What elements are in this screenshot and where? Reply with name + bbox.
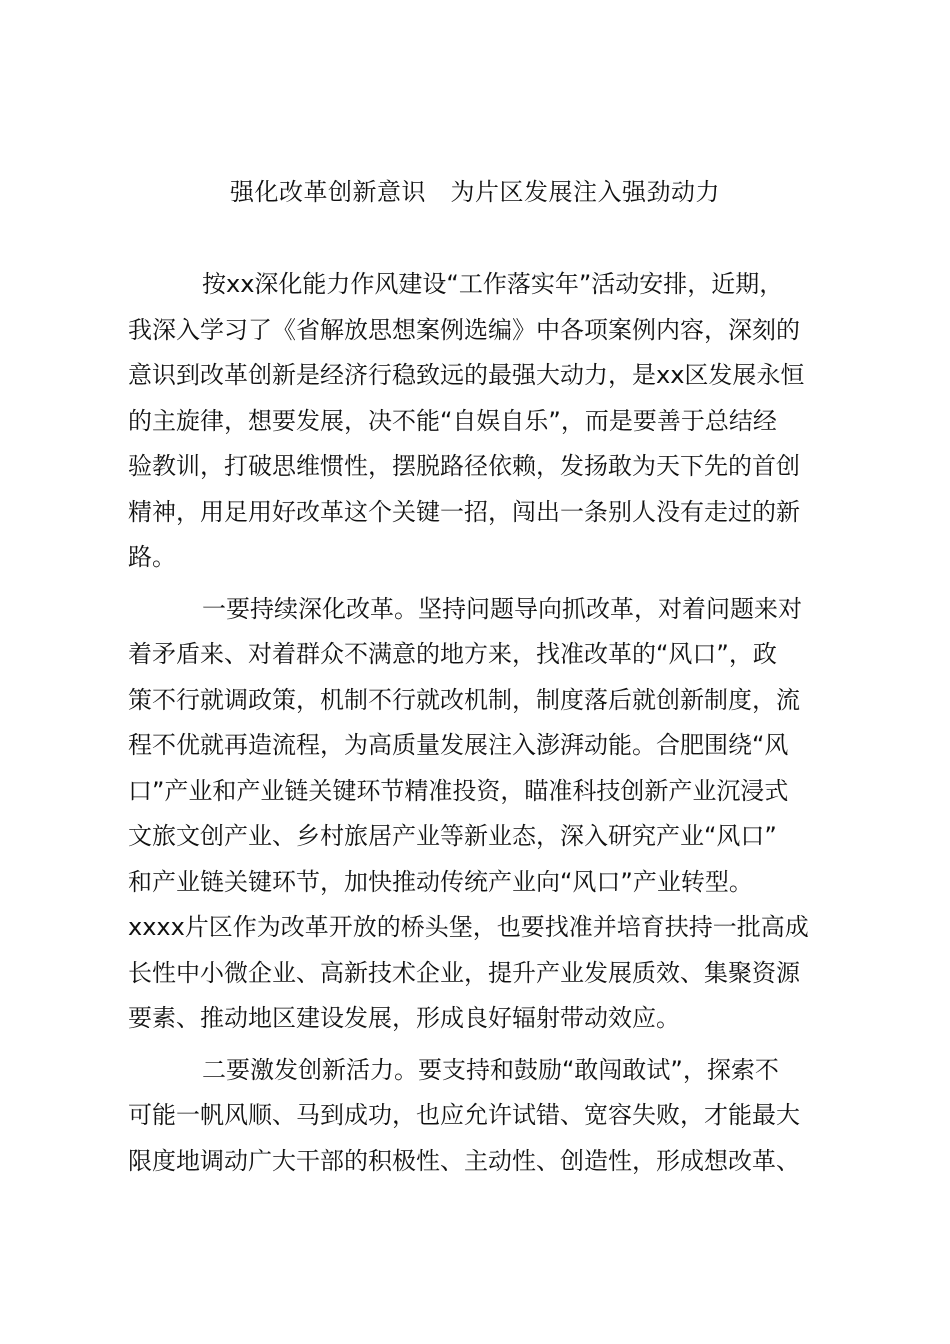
text-line: xxxx片区作为改革开放的桥头堡，也要找准并培育扶持一批高成 <box>128 913 809 941</box>
document-body <box>128 262 828 1190</box>
text-line: 验教训，打破思维惯性，摆脱路径依赖，发扬敢为天下先的首创 <box>128 452 800 480</box>
text-line: 的主旋律，想要发展，决不能“自娱自乐”，而是要善于总结经 <box>128 406 777 435</box>
text-line: 要素、推动地区建设发展，形成良好辐射带动效应。 <box>128 1004 680 1032</box>
paragraph-intro <box>128 262 828 581</box>
text-line: 我深入学习了《省解放思想案例选编》中各项案例内容，深刻的 <box>128 315 800 344</box>
text-line: 精神，用足用好改革这个关键一招，闯出一条别人没有走过的新 <box>128 497 800 526</box>
text-line: 口”产业和产业链关键环节精准投资，瞄准科技创新产业沉浸式 <box>128 776 789 805</box>
text-line: 可能一帆风顺、马到成功，也应允许试错、宽容失败，才能最大 <box>128 1101 800 1129</box>
text-line: 限度地调动广大干部的积极性、主动性、创造性，形成想改革、 <box>128 1146 800 1175</box>
document-title: 强化改革创新意识 为片区发展注入强劲动力 <box>230 178 720 206</box>
text-line: 和产业链关键环节，加快推动传统产业向“风口”产业转型。 <box>128 867 753 896</box>
text-line: 按xx深化能力作风建设“工作落实年”活动安排，近期， <box>202 270 784 298</box>
text-line: 长性中小微企业、高新技术企业，提升产业发展质效、集聚资源 <box>128 958 800 987</box>
text-line: 二要激发创新活力。要支持和鼓励“敢闯敢试”，探索不 <box>202 1055 779 1084</box>
text-line: 一要持续深化改革。坚持问题导向抓改革，对着问题来对 <box>202 594 802 623</box>
text-line: 意识到改革创新是经济行稳致远的最强大动力，是xx区发展永恒 <box>128 361 805 389</box>
text-line: 程不优就再造流程，为高质量发展注入澎湃动能。合肥围绕“风 <box>128 731 789 759</box>
text-line: 路。 <box>128 543 176 571</box>
text-line: 策不行就调政策，机制不行就改机制，制度落后就创新制度，流 <box>128 685 800 714</box>
paragraph-innovation <box>128 1048 828 1185</box>
paragraph-reform <box>128 587 828 1042</box>
text-line: 文旅文创产业、乡村旅居产业等新业态，深入研究产业“风口” <box>128 822 777 850</box>
text-line: 着矛盾来、对着群众不满意的地方来，找准改革的“风口”，政 <box>128 640 777 668</box>
